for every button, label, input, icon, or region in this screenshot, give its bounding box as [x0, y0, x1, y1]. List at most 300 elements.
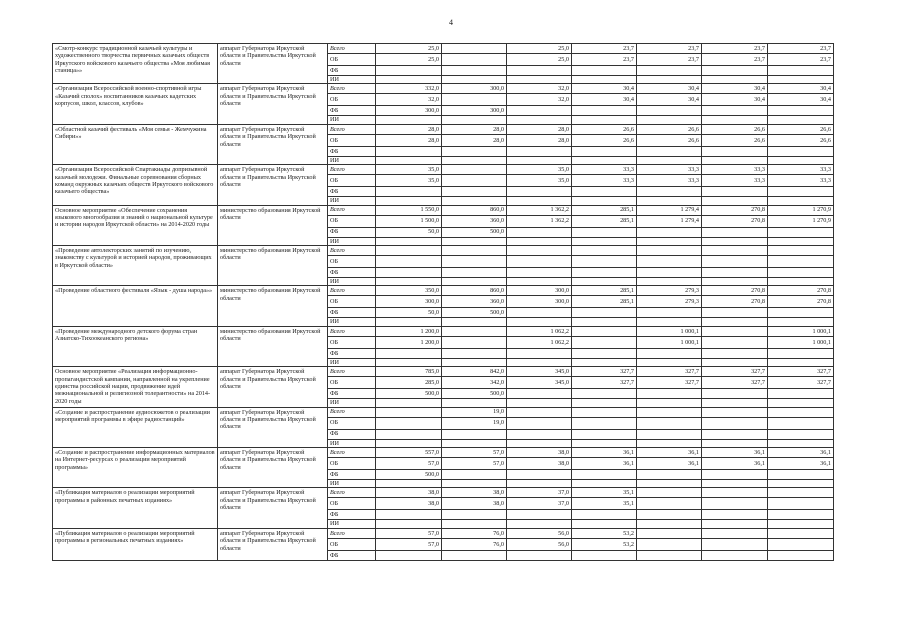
amount-cell: [768, 308, 834, 318]
amount-cell: [637, 76, 702, 84]
amount-cell: 38,0: [376, 498, 442, 510]
amount-cell: [768, 66, 834, 76]
amount-cell: [768, 550, 834, 560]
amount-cell: 1 000,1: [768, 336, 834, 348]
funding-source: Всего: [328, 528, 376, 538]
amount-cell: [507, 227, 572, 237]
funding-source: ИИ: [328, 439, 376, 447]
amount-cell: [507, 66, 572, 76]
amount-cell: 37,0: [507, 498, 572, 510]
amount-cell: [442, 94, 507, 106]
amount-cell: [507, 470, 572, 480]
amount-cell: 327,7: [768, 367, 834, 377]
amount-cell: [572, 278, 637, 286]
amount-cell: 36,1: [637, 448, 702, 458]
amount-cell: 53,2: [572, 528, 637, 538]
amount-cell: 23,7: [637, 44, 702, 54]
table-row: [53, 84, 834, 94]
funding-source: ФБ: [328, 389, 376, 399]
amount-cell: [507, 429, 572, 439]
amount-cell: [442, 348, 507, 358]
amount-cell: [507, 278, 572, 286]
amount-cell: [637, 187, 702, 197]
amount-cell: [507, 399, 572, 407]
amount-cell: 26,6: [768, 134, 834, 146]
amount-cell: 285,0: [376, 377, 442, 389]
amount-cell: 36,1: [702, 458, 768, 470]
amount-cell: [637, 538, 702, 550]
amount-cell: [637, 308, 702, 318]
amount-cell: [442, 268, 507, 278]
amount-cell: 32,0: [507, 84, 572, 94]
amount-cell: 327,7: [637, 377, 702, 389]
amount-cell: [507, 268, 572, 278]
amount-cell: 270,8: [702, 205, 768, 215]
amount-cell: [376, 116, 442, 124]
amount-cell: [637, 429, 702, 439]
amount-cell: [572, 336, 637, 348]
amount-cell: 33,3: [702, 165, 768, 175]
funding-source: ФБ: [328, 550, 376, 560]
amount-cell: 19,0: [442, 417, 507, 429]
amount-cell: [702, 308, 768, 318]
amount-cell: [376, 429, 442, 439]
amount-cell: 35,0: [376, 165, 442, 175]
amount-cell: 270,8: [702, 215, 768, 227]
amount-cell: 23,7: [768, 44, 834, 54]
amount-cell: 23,7: [572, 54, 637, 66]
amount-cell: [637, 528, 702, 538]
amount-cell: [637, 318, 702, 326]
amount-cell: [637, 389, 702, 399]
amount-cell: [702, 498, 768, 510]
amount-cell: [768, 197, 834, 205]
amount-cell: [637, 348, 702, 358]
funding-source: ИИ: [328, 76, 376, 84]
funding-source: ОБ: [328, 336, 376, 348]
table-row: [53, 124, 834, 134]
amount-cell: 57,0: [442, 448, 507, 458]
amount-cell: 35,0: [507, 165, 572, 175]
amount-cell: [702, 197, 768, 205]
amount-cell: 1 550,0: [376, 205, 442, 215]
amount-cell: 30,4: [572, 94, 637, 106]
amount-cell: 270,8: [768, 286, 834, 296]
amount-cell: [637, 146, 702, 156]
funding-source: Всего: [328, 367, 376, 377]
amount-cell: [442, 175, 507, 187]
amount-cell: [702, 510, 768, 520]
amount-cell: [507, 480, 572, 488]
amount-cell: 50,0: [376, 308, 442, 318]
amount-cell: [507, 246, 572, 256]
amount-cell: 300,0: [376, 106, 442, 116]
amount-cell: [702, 429, 768, 439]
responsible-executor: аппарат Губернатора Иркутской области и Правительства Иркутской области: [218, 488, 328, 528]
amount-cell: 500,0: [442, 389, 507, 399]
amount-cell: 270,8: [768, 296, 834, 308]
amount-cell: 38,0: [507, 448, 572, 458]
amount-cell: [637, 237, 702, 245]
amount-cell: [572, 116, 637, 124]
amount-cell: [442, 470, 507, 480]
amount-cell: [376, 156, 442, 164]
amount-cell: 300,0: [507, 286, 572, 296]
table-row: [53, 326, 834, 336]
funding-source: ФБ: [328, 106, 376, 116]
amount-cell: [507, 510, 572, 520]
amount-cell: 23,7: [702, 54, 768, 66]
amount-cell: 270,8: [702, 296, 768, 308]
amount-cell: [768, 407, 834, 417]
amount-cell: 38,0: [507, 458, 572, 470]
measure-name: «Публикация материалов о реализации мероприятий программы в районных печатных изданиях»: [53, 488, 218, 528]
amount-cell: 342,0: [442, 377, 507, 389]
amount-cell: [768, 389, 834, 399]
amount-cell: [637, 488, 702, 498]
amount-cell: [768, 256, 834, 268]
funding-source: ИИ: [328, 399, 376, 407]
amount-cell: 500,0: [442, 227, 507, 237]
responsible-executor: аппарат Губернатора Иркутской области и Правительства Иркутской области: [218, 165, 328, 205]
amount-cell: [442, 429, 507, 439]
amount-cell: 30,4: [768, 94, 834, 106]
amount-cell: [768, 480, 834, 488]
funding-source: Всего: [328, 448, 376, 458]
amount-cell: [702, 146, 768, 156]
amount-cell: [572, 106, 637, 116]
amount-cell: [507, 348, 572, 358]
amount-cell: 327,7: [637, 367, 702, 377]
amount-cell: [572, 429, 637, 439]
amount-cell: [637, 66, 702, 76]
amount-cell: [376, 197, 442, 205]
amount-cell: [702, 480, 768, 488]
amount-cell: [442, 246, 507, 256]
amount-cell: [376, 278, 442, 286]
amount-cell: [702, 488, 768, 498]
amount-cell: 36,1: [702, 448, 768, 458]
amount-cell: [702, 389, 768, 399]
amount-cell: 285,1: [572, 286, 637, 296]
amount-cell: 30,4: [768, 84, 834, 94]
funding-source: ОБ: [328, 296, 376, 308]
amount-cell: [442, 480, 507, 488]
amount-cell: [507, 116, 572, 124]
funding-source: ОБ: [328, 498, 376, 510]
measure-name: «Проведение областного фестиваля «Язык - душа народа»»: [53, 286, 218, 326]
amount-cell: [702, 417, 768, 429]
measure-name: «Публикация материалов о реализации мероприятий программы в региональных печатных изданиях»: [53, 528, 218, 560]
amount-cell: [507, 550, 572, 560]
amount-cell: [376, 407, 442, 417]
amount-cell: 28,0: [507, 124, 572, 134]
amount-cell: 33,3: [572, 165, 637, 175]
funding-source: ФБ: [328, 187, 376, 197]
amount-cell: [702, 407, 768, 417]
amount-cell: 25,0: [507, 44, 572, 54]
amount-cell: 1 200,0: [376, 336, 442, 348]
amount-cell: [768, 358, 834, 366]
funding-source: ФБ: [328, 348, 376, 358]
amount-cell: [768, 520, 834, 528]
amount-cell: [376, 348, 442, 358]
amount-cell: [572, 358, 637, 366]
funding-source: ИИ: [328, 156, 376, 164]
amount-cell: [768, 76, 834, 84]
amount-cell: 33,3: [768, 175, 834, 187]
amount-cell: 345,0: [507, 367, 572, 377]
amount-cell: [572, 510, 637, 520]
amount-cell: [768, 417, 834, 429]
amount-cell: [572, 470, 637, 480]
amount-cell: 500,0: [376, 470, 442, 480]
amount-cell: 33,3: [702, 175, 768, 187]
amount-cell: [442, 146, 507, 156]
amount-cell: 35,1: [572, 488, 637, 498]
amount-cell: [507, 76, 572, 84]
amount-cell: [442, 197, 507, 205]
funding-source: ФБ: [328, 227, 376, 237]
amount-cell: [507, 187, 572, 197]
funding-source: Всего: [328, 205, 376, 215]
amount-cell: [768, 156, 834, 164]
amount-cell: 345,0: [507, 377, 572, 389]
amount-cell: [637, 278, 702, 286]
amount-cell: 35,0: [376, 175, 442, 187]
amount-cell: 76,0: [442, 528, 507, 538]
table-row: [53, 528, 834, 538]
amount-cell: [572, 407, 637, 417]
amount-cell: 332,0: [376, 84, 442, 94]
amount-cell: [442, 116, 507, 124]
amount-cell: [768, 510, 834, 520]
table-row: [53, 246, 834, 256]
amount-cell: [702, 528, 768, 538]
measure-name: «Проведение международного детского форума стран Азиатско-Тихоокеанского региона»: [53, 326, 218, 366]
amount-cell: 32,0: [376, 94, 442, 106]
amount-cell: [572, 417, 637, 429]
page-number: 4: [449, 18, 453, 27]
amount-cell: [442, 165, 507, 175]
funding-source: Всего: [328, 44, 376, 54]
amount-cell: 1 200,0: [376, 326, 442, 336]
amount-cell: 30,4: [637, 94, 702, 106]
amount-cell: [637, 116, 702, 124]
measure-name: «Смотр-конкурс традиционной казачьей культуры и художественного творчества первичных казачьих обществ Иркутского войскового казачьего общества «Моя любимая станица»»: [53, 44, 218, 84]
amount-cell: 53,2: [572, 538, 637, 550]
amount-cell: 327,7: [702, 377, 768, 389]
amount-cell: 57,0: [376, 528, 442, 538]
amount-cell: [637, 256, 702, 268]
amount-cell: 300,0: [442, 106, 507, 116]
amount-cell: [768, 318, 834, 326]
amount-cell: [637, 268, 702, 278]
amount-cell: [572, 237, 637, 245]
amount-cell: [376, 318, 442, 326]
amount-cell: [702, 227, 768, 237]
amount-cell: 270,8: [702, 286, 768, 296]
funding-source: ОБ: [328, 175, 376, 187]
amount-cell: [572, 520, 637, 528]
amount-cell: [572, 348, 637, 358]
amount-cell: 28,0: [376, 124, 442, 134]
measure-name: «Проведение автолекторских занятий по изучению, знакомству с культурой и историей народов, проживающих в Иркутской области»: [53, 246, 218, 286]
amount-cell: [572, 389, 637, 399]
funding-source: ОБ: [328, 377, 376, 389]
amount-cell: [768, 528, 834, 538]
amount-cell: 19,0: [442, 407, 507, 417]
amount-cell: [637, 407, 702, 417]
amount-cell: [768, 187, 834, 197]
funding-source: Всего: [328, 326, 376, 336]
amount-cell: 23,7: [572, 44, 637, 54]
amount-cell: [702, 156, 768, 164]
measure-name: «Организация Всероссийской военно-спортивной игры «Казачий сполох» воспитанников казачьих кадетских корпусов, школ, классов, клубов»: [53, 84, 218, 124]
amount-cell: [572, 480, 637, 488]
funding-source: ИИ: [328, 237, 376, 245]
amount-cell: 842,0: [442, 367, 507, 377]
amount-cell: 1 062,2: [507, 336, 572, 348]
amount-cell: 1 062,2: [507, 326, 572, 336]
amount-cell: [376, 520, 442, 528]
amount-cell: 1 279,4: [637, 215, 702, 227]
amount-cell: [702, 538, 768, 550]
funding-source: ОБ: [328, 417, 376, 429]
amount-cell: 36,1: [572, 448, 637, 458]
amount-cell: [507, 156, 572, 164]
amount-cell: [376, 358, 442, 366]
amount-cell: [507, 407, 572, 417]
funding-source: ОБ: [328, 458, 376, 470]
amount-cell: 38,0: [376, 488, 442, 498]
amount-cell: [507, 439, 572, 447]
funding-source: Всего: [328, 286, 376, 296]
amount-cell: [702, 116, 768, 124]
amount-cell: [572, 308, 637, 318]
amount-cell: 327,7: [572, 377, 637, 389]
budget-table: [52, 43, 834, 561]
amount-cell: [702, 336, 768, 348]
amount-cell: [572, 76, 637, 84]
amount-cell: [376, 399, 442, 407]
amount-cell: [702, 268, 768, 278]
amount-cell: 327,7: [572, 367, 637, 377]
amount-cell: [702, 358, 768, 366]
amount-cell: [768, 268, 834, 278]
amount-cell: [637, 550, 702, 560]
amount-cell: [442, 399, 507, 407]
amount-cell: [572, 246, 637, 256]
amount-cell: 285,1: [572, 205, 637, 215]
amount-cell: [376, 439, 442, 447]
amount-cell: [637, 520, 702, 528]
amount-cell: 500,0: [376, 389, 442, 399]
amount-cell: [768, 227, 834, 237]
funding-source: Всего: [328, 246, 376, 256]
amount-cell: [376, 510, 442, 520]
amount-cell: [442, 44, 507, 54]
amount-cell: [507, 237, 572, 245]
amount-cell: [637, 156, 702, 164]
amount-cell: [572, 187, 637, 197]
funding-source: ИИ: [328, 520, 376, 528]
amount-cell: [637, 106, 702, 116]
amount-cell: [702, 470, 768, 480]
measure-name: «Областной казачий фестиваль «Моя семья - Жемчужина Сибири»»: [53, 124, 218, 164]
amount-cell: 1 279,4: [637, 205, 702, 215]
funding-source: ФБ: [328, 510, 376, 520]
amount-cell: 50,0: [376, 227, 442, 237]
funding-source: Всего: [328, 488, 376, 498]
amount-cell: [637, 399, 702, 407]
amount-cell: 860,0: [442, 205, 507, 215]
amount-cell: 32,0: [507, 94, 572, 106]
amount-cell: [768, 278, 834, 286]
amount-cell: 36,1: [768, 448, 834, 458]
amount-cell: 300,0: [376, 296, 442, 308]
amount-cell: [768, 498, 834, 510]
amount-cell: 26,6: [637, 124, 702, 134]
amount-cell: [702, 399, 768, 407]
amount-cell: [507, 520, 572, 528]
amount-cell: [442, 237, 507, 245]
amount-cell: [768, 470, 834, 480]
amount-cell: [442, 358, 507, 366]
amount-cell: [637, 197, 702, 205]
funding-source: ОБ: [328, 54, 376, 66]
amount-cell: [442, 318, 507, 326]
amount-cell: [442, 336, 507, 348]
amount-cell: [507, 197, 572, 205]
amount-cell: 557,0: [376, 448, 442, 458]
funding-source: Всего: [328, 84, 376, 94]
amount-cell: 26,6: [637, 134, 702, 146]
responsible-executor: аппарат Губернатора Иркутской области и Правительства Иркутской области: [218, 124, 328, 164]
funding-source: Всего: [328, 407, 376, 417]
amount-cell: [572, 227, 637, 237]
amount-cell: [768, 348, 834, 358]
amount-cell: [507, 358, 572, 366]
amount-cell: [507, 106, 572, 116]
responsible-executor: аппарат Губернатора Иркутской области и Правительства Иркутской области: [218, 84, 328, 124]
amount-cell: [507, 308, 572, 318]
amount-cell: [376, 256, 442, 268]
funding-source: ИИ: [328, 197, 376, 205]
amount-cell: 35,0: [507, 175, 572, 187]
table-row: [53, 407, 834, 417]
responsible-executor: министерство образования Иркутской области: [218, 286, 328, 326]
amount-cell: [507, 389, 572, 399]
measure-name: «Создание и распространение аудиосюжетов о реализации мероприятий программы в эфире радиостанций»: [53, 407, 218, 447]
amount-cell: [768, 237, 834, 245]
amount-cell: 785,0: [376, 367, 442, 377]
amount-cell: [637, 358, 702, 366]
amount-cell: 26,6: [702, 124, 768, 134]
amount-cell: 30,4: [702, 84, 768, 94]
amount-cell: 36,1: [637, 458, 702, 470]
amount-cell: 1 500,0: [376, 215, 442, 227]
funding-source: ФБ: [328, 429, 376, 439]
amount-cell: [702, 237, 768, 245]
amount-cell: 327,7: [702, 367, 768, 377]
amount-cell: [507, 256, 572, 268]
amount-cell: [376, 417, 442, 429]
amount-cell: [507, 318, 572, 326]
amount-cell: [572, 326, 637, 336]
amount-cell: [702, 66, 768, 76]
amount-cell: [442, 439, 507, 447]
